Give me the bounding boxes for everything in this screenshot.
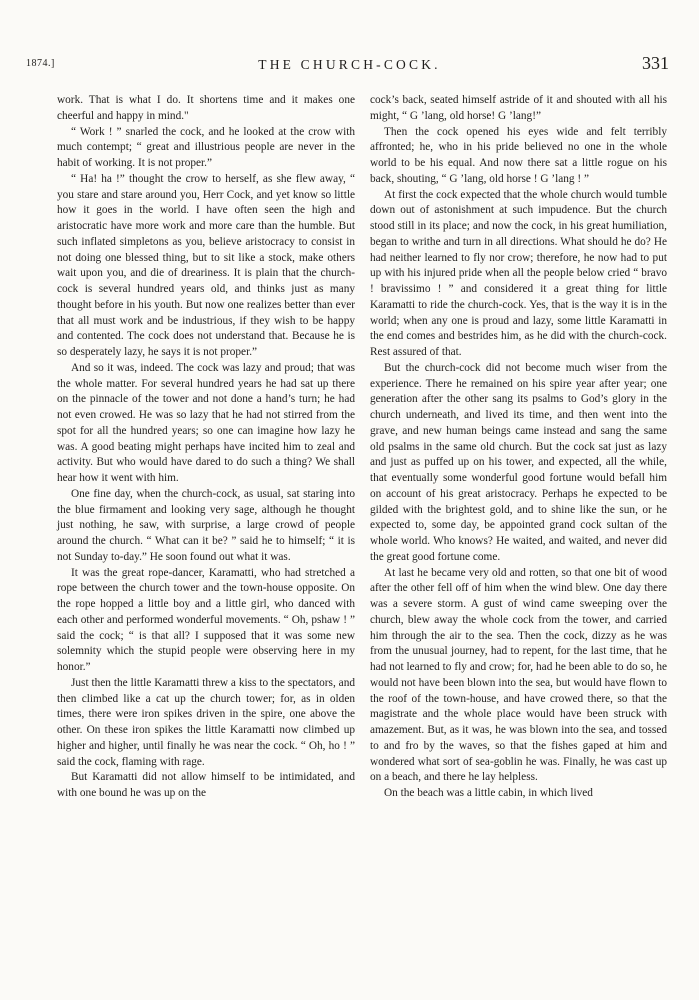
- page-header: [0, 0, 699, 80]
- left-column: [57, 93, 355, 802]
- paragraph: Then the cock opened his eyes wide and felt terribly affronted; he, who in his pride believed no one in the whole world to be his equal. And now there sat a little rogue on his back, shouting, “ G ’lang, old horse ! G ’lang ! ”: [370, 125, 667, 185]
- header-year: 1874.]: [26, 58, 55, 69]
- paragraph: But Karamatti did not allow himself to be intimidated, and with one bound he was up on the: [57, 771, 355, 799]
- paragraph: And so it was, indeed. The cock was lazy and proud; that was the whole matter. For several hundred years he had sat up there on the pinnacle of the tower and not done a hand’s turn; he had not even crowed. He was so lazy that he had not stirred from the spot for all the hundred years; so one can imagine how lazy he was. A good beating might perhaps have incited him to zeal and activity. But who would have dared to do such a thing? We shall hear how it went with him.: [57, 361, 355, 484]
- paragraph: It was the great rope-dancer, Karamatti, who had stretched a rope between the church tower and the town-house opposite. On the rope hopped a little boy and a little girl, who danced with each other and performed wonderful movements. “ Oh, pshaw ! ” said the cock; “ is that all? I supposed that it was some new solemnity which the stupid people were observing here in my honor.”: [57, 566, 355, 673]
- paragraph: Just then the little Karamatti threw a kiss to the spectators, and then climbed like a cat up the church tower; for, as in olden times, there were iron spikes driven in the spire, one above the other. On these iron spikes the little Karamatti now climbed up higher and higher, until finally he was near the cock. “ Oh, ho ! ” said the cock, flaming with rage.: [57, 676, 355, 768]
- paragraph: At last he became very old and rotten, so that one bit of wood after the other fell off of him when the wind blew. One day there was a severe storm. A gust of wind came sweeping over the church, blew away the whole cock from the tower, and carried him through the air to the sea. Then the cock, dizzy as he was from the unusual journey, had to repent, for the last time, that he had not learned to fly and crow; for, had he been able to do so, he would not have been blown into the sea, but would have flown to the roof of the town-house, and have crowed there, so that the magistrate and the whole place would have been struck with amazement. But, as it was, he was blown into the sea, and tossed to and fro by the waves, so that the fishes gaped at him and wondered what sort of sea-goblin he was. Finally, he was cast up on a beach, and there he lay helpless.: [370, 566, 667, 784]
- right-column: [370, 93, 667, 802]
- paragraph: But the church-cock did not become much wiser from the experience. There he remained on his spire year after year; one generation after the other sang its psalms to God’s glory in the church underneath, and lived its time, and then went into the grave, and new human beings came instead and sang the same old psalms in the same old church. But the cock sat just as lazy and just as puffed up on his tower, and expected, all the while, that eventually some wonderful good fortune would befall him on account of his great aristocracy. Perhaps he expected to be gilded with the brightest gold, and to shine like the sun, or he expected to, some day, be appointed grand cock sultan of the whole world. Who knows? He waited, and waited, and never did the great good fortune come.: [370, 361, 667, 563]
- paragraph: One fine day, when the church-cock, as usual, sat staring into the blue firmament and looking very sage, although he thought just nothing, he saw, with surprise, a large crowd of people around the church. “ What can it be? ” said he to himself; “ it is not Sunday to-day.” He soon found out what it was.: [57, 487, 355, 563]
- paragraph: work. That is what I do. It shortens time and it makes one cheerful and happy in mind.": [57, 94, 355, 122]
- page-number: 331: [642, 53, 669, 73]
- paragraph: “ Work ! ” snarled the cock, and he looked at the crow with much contempt; “ great and illustrious people are never in the habit of working. It is not proper.”: [57, 125, 355, 169]
- paragraph: cock’s back, seated himself astride of it and shouted with all his might, “ G ’lang, old horse! G ’lang!”: [370, 94, 667, 122]
- paragraph: At first the cock expected that the whole church would tumble down out of astonishment at such impudence. But the church stood still in its place; and now the cock, in his great humiliation, began to writhe and turn in all directions. What should he do? He had neither learned to fly nor crow; therefore, he now had to put up with his injured pride when all the people below cried “ bravo ! bravissimo ! ” and considered it a great thing for little Karamatti to ride the church-cock. Yes, that is the way it is in the world; when any one is proud and lazy, some little Karamatti in the end comes and bestrides him, as he did with the church-cock. Rest assured of that.: [370, 188, 667, 358]
- paragraph: “ Ha! ha !” thought the crow to herself, as she flew away, “ you stare and stare around you, Herr Cock, and yet know so little how it goes in the world. I have often seen the high and aristocratic have more work and more care than the humble. But such inflated simpletons as you, believe aristocracy to consist in not doing one blessed thing, but to sit like a stock, make others wait upon you, and die of dreariness. It is plain that the churchcock is several hundred years old, and thinks just as many thought before in his youth. But now one realizes better than ever that all must work and be industrious, if they wish to be happy and contented. The cock does not understand that. Because he is so desperately lazy, he says it is not proper.”: [57, 172, 355, 358]
- paragraph: On the beach was a little cabin, in which lived: [384, 787, 593, 799]
- header-title: THE CHURCH-COCK.: [258, 57, 441, 72]
